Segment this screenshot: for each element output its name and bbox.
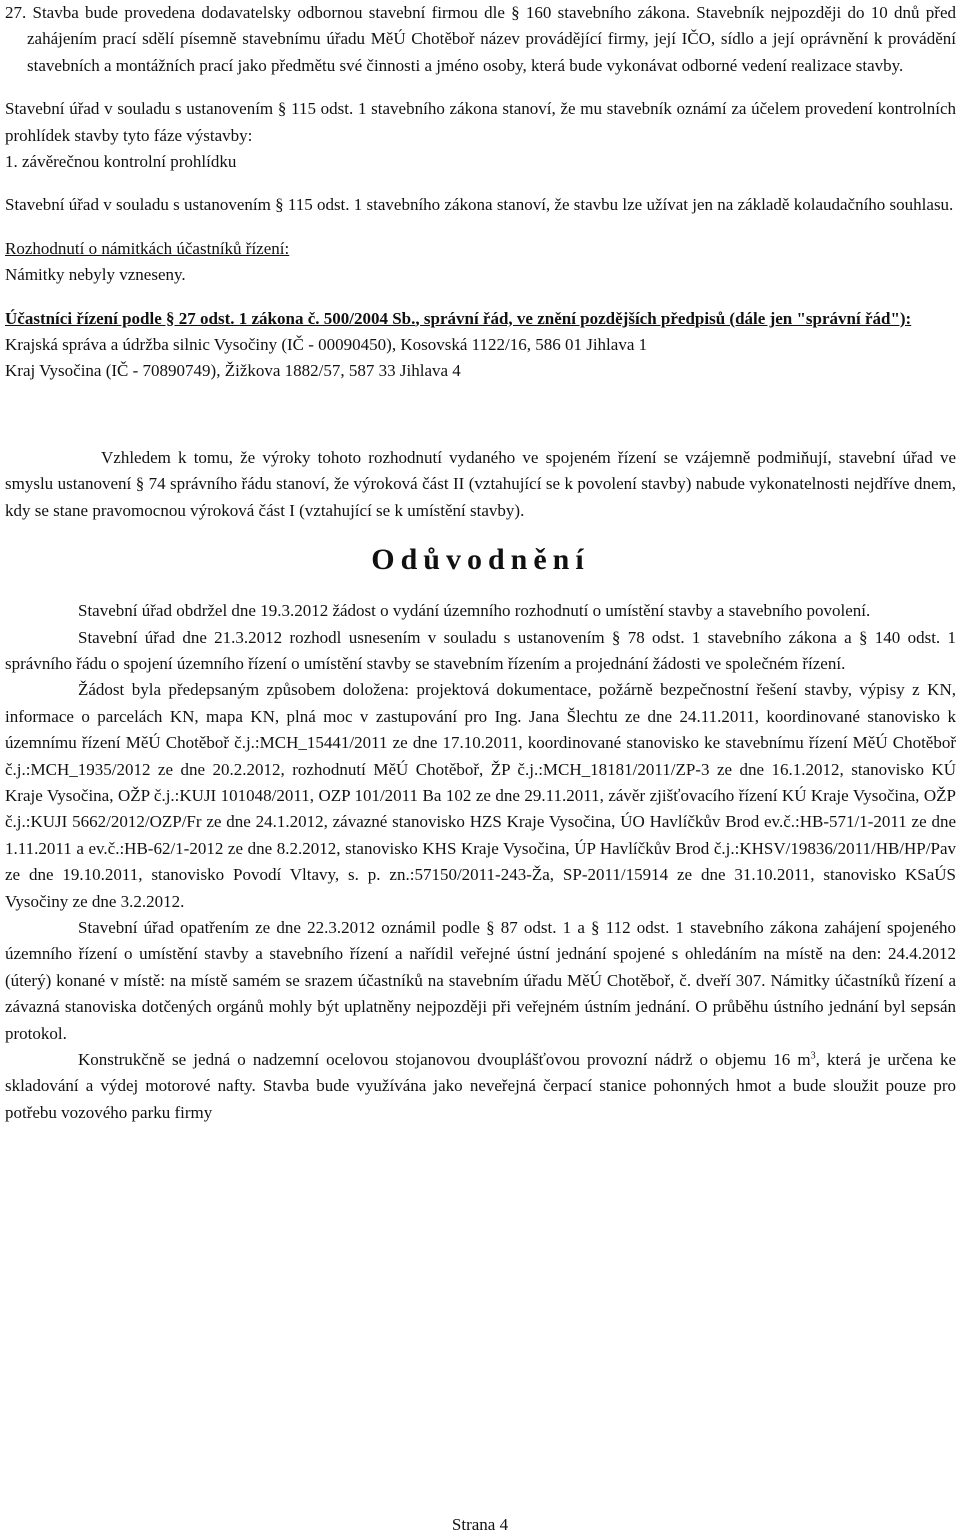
cubic-superscript: 3 — [810, 1050, 816, 1062]
reasoning-paragraph-5-start: Konstrukčně se jedná o nadzemní ocelovou stojanovou dvouplášťovou provozní nádrž o objemu 16 m — [78, 1050, 811, 1069]
condition-27: 27. Stavba bude provedena dodavatelsky odbornou stavební firmou dle § 160 stavebního zákona. Stavebník nejpozději do 10 dnů před zahájením prací sdělí písemně stavebnímu úřadu MěÚ Chotěboř název provádějící firmy, její IČO, sídlo a její oprávnění k provádění stavebních a montážních prací jako předmětu své činnosti a jméno osoby, která bude vykonávat odborné vedení realizace stavby. — [5, 3, 956, 75]
participant-2: Kraj Vysočina (IČ - 70890749), Žižkova 1882/57, 587 33 Jihlava 4 — [5, 361, 461, 381]
objections-heading: Rozhodnutí o námitkách účastníků řízení: — [5, 238, 290, 258]
reasoning-paragraph-4: Stavební úřad opatřením ze dne 22.3.2012 oznámil podle § 87 odst. 1 a § 112 odst. 1 stavebního zákona zahájení spojeného územního řízení o umístění stavby a stavebního řízení a nařídil veřejné ústní jednání spojené s ohledáním na místě na den: 24.4.2012 (úterý) konané v místě: na místě samém se srazem účastníků na stavebním úřadu MěÚ Chotěboř, č. dveří 307. Námitky účastníků řízení a závazná stanoviska dotčených orgánů mohly být uplatněny nejpozději při veřejném ústním jednání. O průběhu ústního jednání byl sepsán protokol. — [5, 917, 956, 1043]
reasoning-paragraph-5 — [5, 1047, 956, 1126]
objections-text: Námitky nebyly vzneseny. — [5, 265, 186, 285]
reasoning-paragraph-2: Stavební úřad dne 21.3.2012 rozhodl usnesením v souladu s ustanovením § 78 odst. 1 stavebního zákona a § 140 odst. 1 správního řádu o spojení územního řízení o umístění stavby se stavebním řízením a projednání žádosti ve společném řízení. — [5, 627, 956, 673]
reasoning-heading: Odůvodnění — [371, 543, 590, 577]
reasoning-paragraph-3: Žádost byla předepsaným způsobem doložena: projektová dokumentace, požárně bezpečnostní řešení stavby, výpisy z KN, informace o parcelách KN, mapa KN, plná moc v zastupování pro Ing. Jana Šlechtu ze dne 24.11.2011, koordinované stanovisko k územnímu řízení MěÚ Chotěboř č.j.:MCH_15441/2011 ze dne 17.10.2011, koordinované stanovisko ke stavebnímu řízení MěÚ Chotěboř č.j.:MCH_1935/2012 ze dne 20.2.2012, rozhodnutí MěÚ Chotěboř, ŽP č.j.:MCH_18181/2011/ZP-3 ze dne 16.1.2012, stanovisko KÚ Kraje Vysočina, OŽP č.j.:KUJI 101048/2011, OZP 101/2011 Ba 102 ze dne 29.11.2011, závěr zjišťovacího řízení KÚ Kraje Vysočina, OŽP č.j.:KUJI 5662/2012/OZP/Fr ze dne 24.1.2012, závazné stanovisko HZS Kraje Vysočina, ÚO Havlíčkův Brod ev.č.:HB-571/1-2011 ze dne 1.11.2011 a ev.č.:HB-62/1-2012 ze dne 8.2.2012, stanovisko KHS Kraje Vysočina, ÚP Havlíčkův Brod č.j.:KHSV/19836/2011/HB/HP/Pav ze dne 19.10.2011, stanovisko Povodí Vltavy, s. p. zn.:57150/2011-243-Ža, SP-2011/15914 ze dne 31.10.2011, stanovisko KSaÚS Vysočiny ze dne 3.2.2012. — [5, 680, 956, 911]
participant-1: Krajská správa a údržba silnic Vysočiny (IČ - 00090450), Kosovská 1122/16, 586 01 Jihlava 1 — [5, 335, 648, 355]
reasoning-paragraph-5-end: , která je určena ke skladování a výdej motorové nafty. Stavba bude využívána jako neveřejná čerpací stanice pohonných hmot a bude sloužit pouze pro potřebu vozového parku firmy — [5, 1050, 956, 1122]
page-number: Strana 4 — [451, 1515, 509, 1534]
usage-paragraph: Stavební úřad v souladu s ustanovením § 115 odst. 1 stavebního zákona stanoví, že stavbu lze užívat jen na základě kolaudačního souhlasu. — [5, 195, 954, 215]
participants-heading-main: Účastníci řízení podle § 27 odst. 1 zákona č. 500/2004 Sb. — [5, 308, 416, 328]
enforceability-paragraph: Vzhledem k tomu, že výroky tohoto rozhodnutí vydaného ve spojeném řízení se vzájemně podmiňují, stavební úřad ve smyslu ustanovení § 74 správního řádu stanoví, že výroková část II (vztahující se k povolení stavby) nabude vykonatelnosti nejdříve dnem, kdy se stane pravomocnou výroková část I (vztahující se k umístění stavby). — [5, 447, 956, 520]
inspection-item: 1. závěrečnou kontrolní prohlídku — [5, 152, 237, 172]
document-page — [5, 0, 956, 1537]
participants-heading-rest: , správní řád, ve znění pozdějších předpisů (dále jen "správní řád"): — [415, 308, 912, 328]
reasoning-paragraph-1: Stavební úřad obdržel dne 19.3.2012 žádost o vydání územního rozhodnutí o umístění stavby a stavebního povolení. — [78, 601, 871, 621]
inspection-intro: Stavební úřad v souladu s ustanovením § 115 odst. 1 stavebního zákona stanoví, že mu stavebník oznámí za účelem provedení kontrolních prohlídek stavby tyto fáze výstavby: — [5, 99, 956, 145]
participants-heading — [5, 306, 956, 332]
